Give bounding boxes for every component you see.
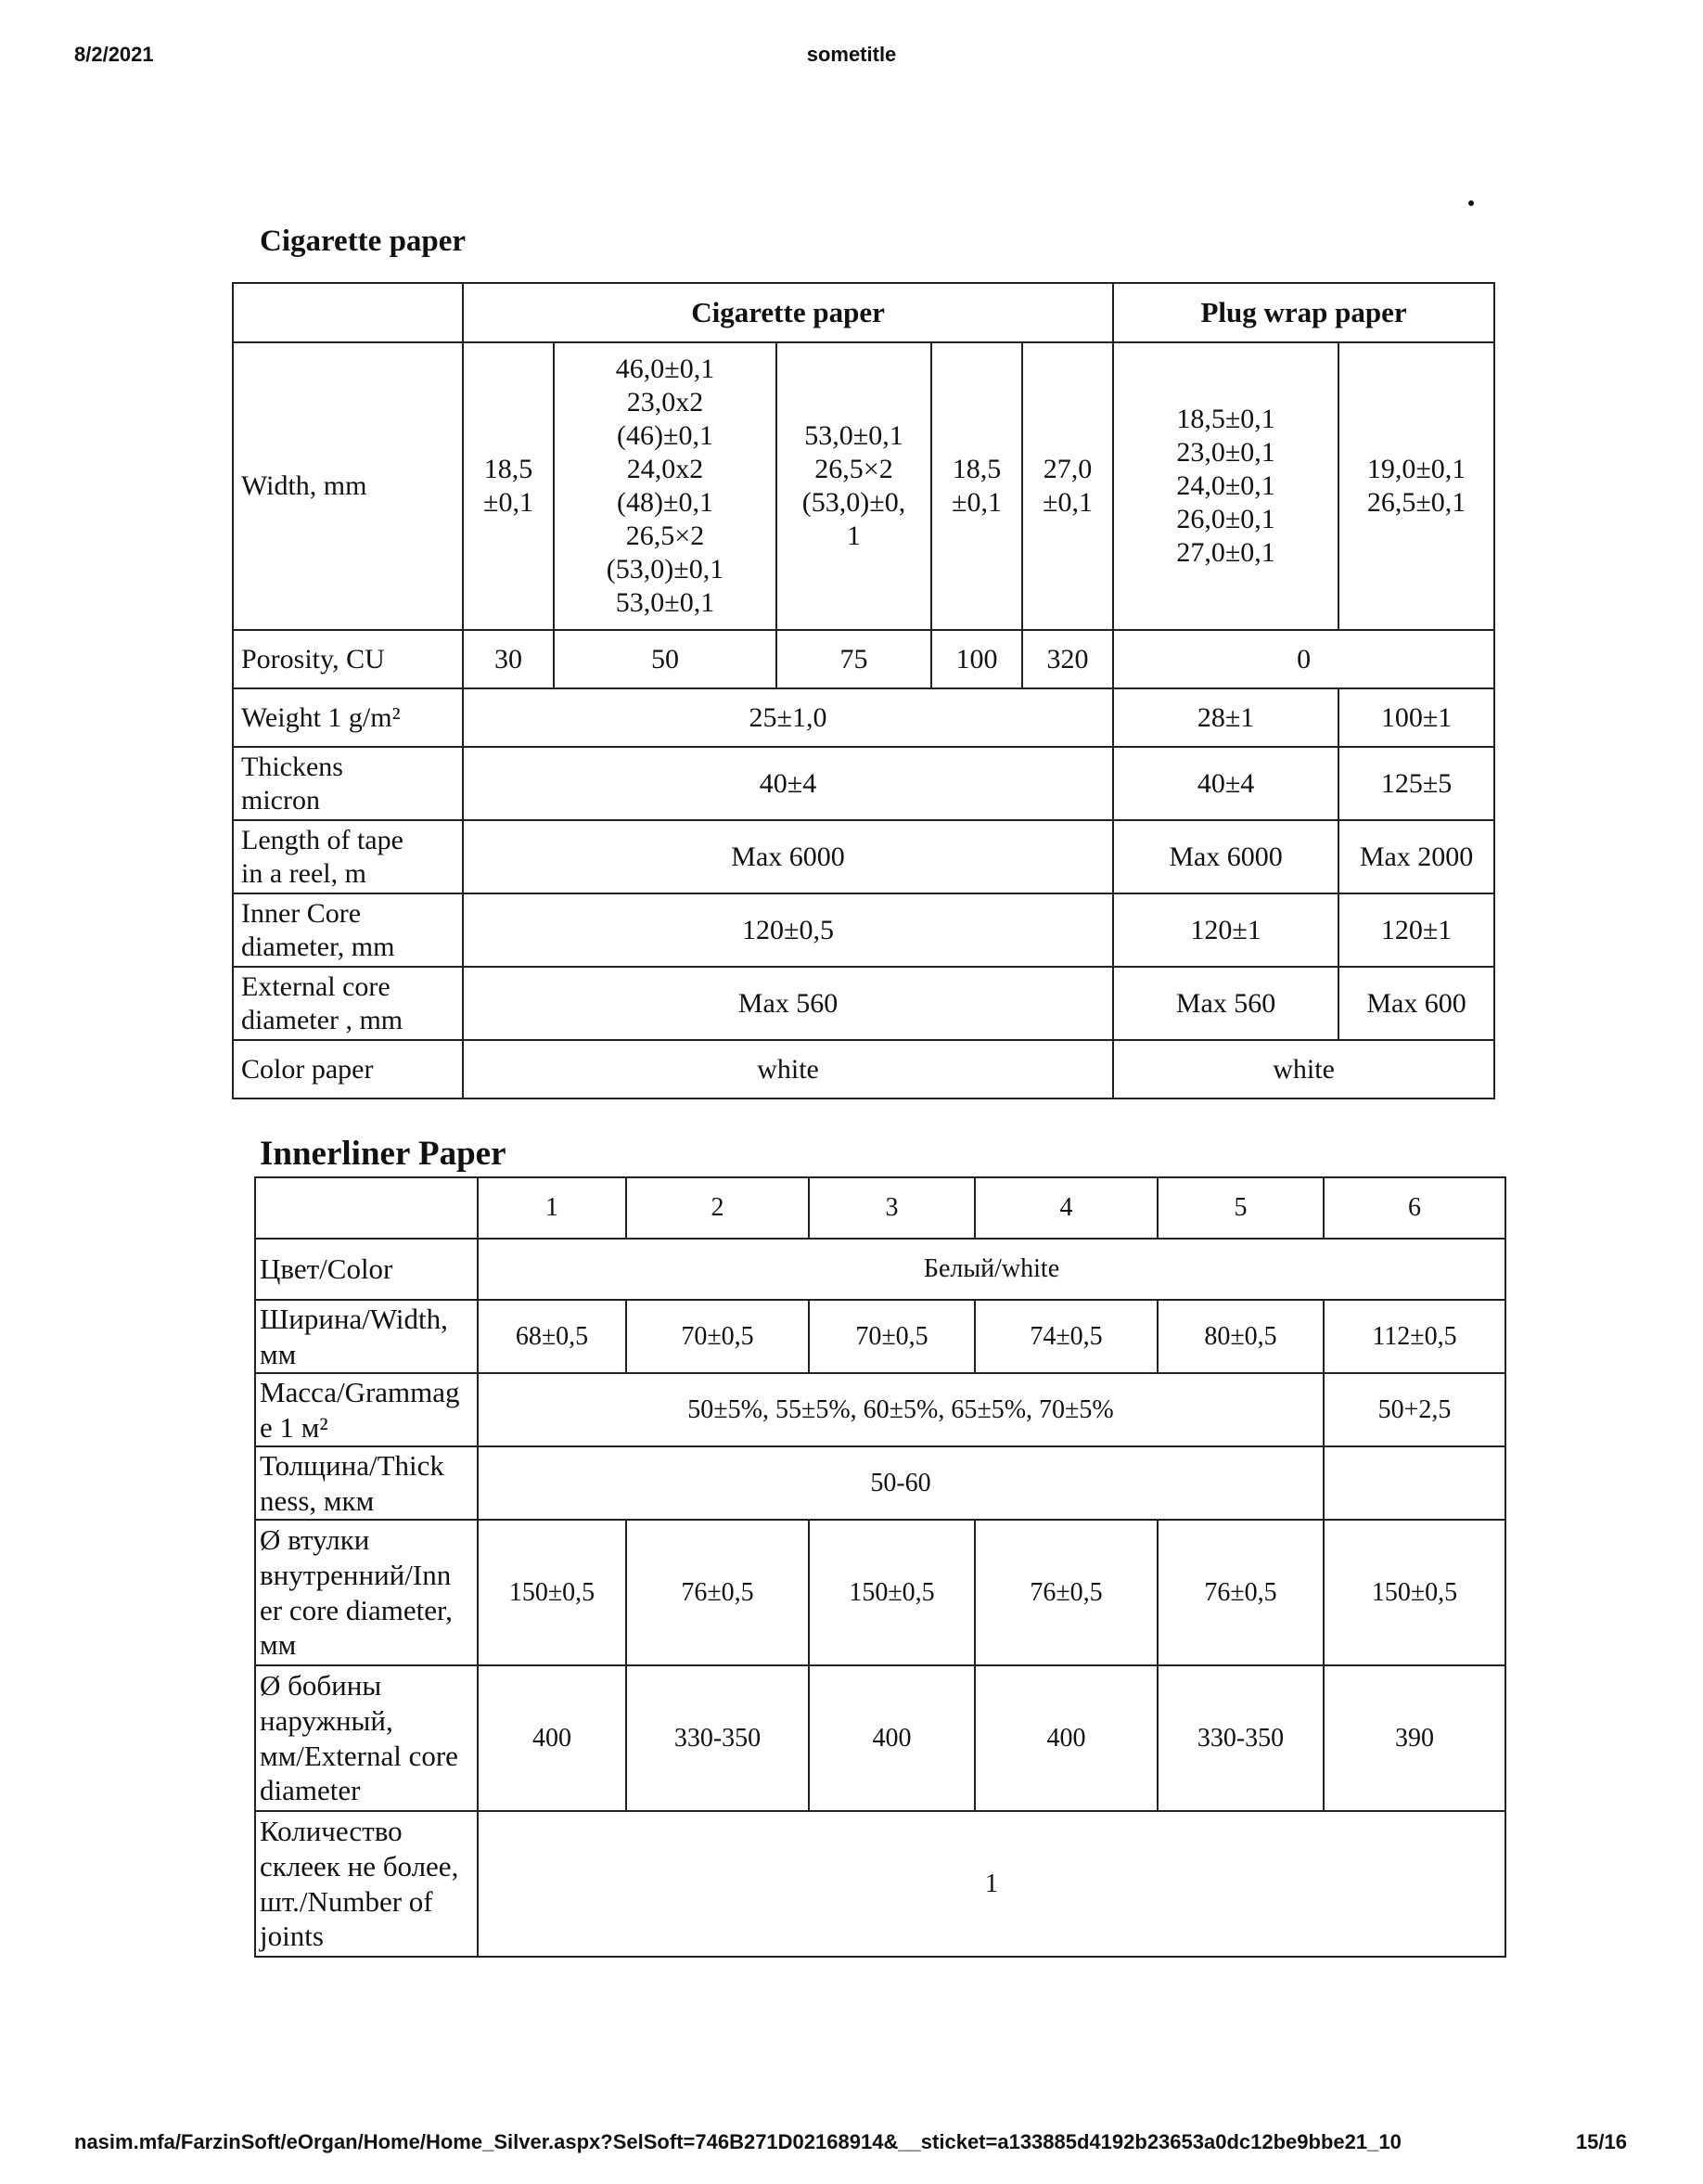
table-row — [233, 820, 1494, 893]
weight-cell: 100±1 — [1338, 688, 1494, 747]
innerliner-paper-table — [254, 1176, 1506, 1958]
porosity-cell: 0 — [1113, 630, 1494, 688]
inner-core-cell: 76±0,5 — [975, 1520, 1158, 1665]
row-label-thickness: Thickens micron — [233, 747, 463, 820]
color-cell: Белый/white — [478, 1239, 1505, 1300]
row-label-color: Цвет/Color — [255, 1239, 478, 1300]
table-row — [255, 1520, 1505, 1665]
inner-core-cell: 150±0,5 — [478, 1520, 626, 1665]
width-cell: 18,5±0,1 23,0±0,1 24,0±0,1 26,0±0,1 27,0±0,1 — [1113, 342, 1338, 630]
row-label-thickness: Толщина/Thick ness, мкм — [255, 1446, 478, 1520]
print-title: sometitle — [806, 43, 897, 66]
thickness-cell: 40±4 — [1113, 747, 1338, 820]
grammage-cell: 50+2,5 — [1324, 1373, 1505, 1446]
table-row — [233, 747, 1494, 820]
external-core-cell: 400 — [478, 1665, 626, 1811]
width-cell: 70±0,5 — [809, 1300, 975, 1373]
row-label-color: Color paper — [233, 1040, 463, 1098]
cigarette-paper-group-header: Cigarette paper — [463, 283, 1113, 342]
row-label-porosity: Porosity, CU — [233, 630, 463, 688]
table-row — [255, 1446, 1505, 1520]
color-cell: white — [463, 1040, 1113, 1098]
column-header: 3 — [809, 1177, 975, 1239]
thickness-cell: 125±5 — [1338, 747, 1494, 820]
plug-wrap-group-header: Plug wrap paper — [1113, 283, 1494, 342]
inner-core-cell: 150±0,5 — [809, 1520, 975, 1665]
row-label-length: Length of tape in a reel, m — [233, 820, 463, 893]
external-core-cell: 400 — [975, 1665, 1158, 1811]
width-cell: 46,0±0,1 23,0x2 (46)±0,1 24,0x2 (48)±0,1 26,5×2 (53,0)±0,1 53,0±0,1 — [554, 342, 776, 630]
row-label-external-core: External core diameter , mm — [233, 967, 463, 1040]
table-row — [255, 1811, 1505, 1957]
thickness-cell — [1324, 1446, 1505, 1520]
table-row — [233, 967, 1494, 1040]
table-row — [233, 688, 1494, 747]
table-row — [255, 1239, 1505, 1300]
color-cell: white — [1113, 1040, 1494, 1098]
cigarette-paper-heading: Cigarette paper — [260, 225, 467, 258]
corner-cell — [233, 283, 463, 342]
porosity-cell: 30 — [463, 630, 554, 688]
external-core-cell: 400 — [809, 1665, 975, 1811]
length-cell: Max 6000 — [1113, 820, 1338, 893]
table-row — [255, 1665, 1505, 1811]
porosity-cell: 320 — [1022, 630, 1113, 688]
row-label-external-core: Ø бобины наружный, мм/External core diameter — [255, 1665, 478, 1811]
cigarette-paper-table — [232, 282, 1495, 1099]
width-cell: 27,0 ±0,1 — [1022, 342, 1113, 630]
external-core-cell: Max 600 — [1338, 967, 1494, 1040]
inner-core-cell: 150±0,5 — [1324, 1520, 1505, 1665]
weight-cell: 25±1,0 — [463, 688, 1113, 747]
row-label-inner-core: Inner Core diameter, mm — [233, 893, 463, 967]
grammage-cell: 50±5%, 55±5%, 60±5%, 65±5%, 70±5% — [478, 1373, 1324, 1446]
row-label-grammage: Масса/Grammag e 1 м² — [255, 1373, 478, 1446]
table-row — [255, 1177, 1505, 1239]
row-label-width: Ширина/Width, мм — [255, 1300, 478, 1373]
width-cell: 53,0±0,1 26,5×2 (53,0)±0, 1 — [776, 342, 931, 630]
column-header: 2 — [626, 1177, 809, 1239]
column-header: 5 — [1158, 1177, 1324, 1239]
scan-speck — [1468, 200, 1474, 206]
width-cell: 18,5 ±0,1 — [463, 342, 554, 630]
corner-cell — [255, 1177, 478, 1239]
external-core-cell: 330-350 — [1158, 1665, 1324, 1811]
table-row — [233, 342, 1494, 630]
porosity-cell: 50 — [554, 630, 776, 688]
row-label-inner-core: Ø втулки внутренний/Inn er core diameter, мм — [255, 1520, 478, 1665]
table-row — [255, 1373, 1505, 1446]
weight-cell: 28±1 — [1113, 688, 1338, 747]
inner-core-cell: 120±1 — [1113, 893, 1338, 967]
table-row — [233, 283, 1494, 342]
width-cell: 70±0,5 — [626, 1300, 809, 1373]
column-header: 1 — [478, 1177, 626, 1239]
porosity-cell: 100 — [931, 630, 1022, 688]
width-cell: 112±0,5 — [1324, 1300, 1505, 1373]
row-label-width: Width, mm — [233, 342, 463, 630]
table-row — [233, 630, 1494, 688]
inner-core-cell: 120±0,5 — [463, 893, 1113, 967]
width-cell: 19,0±0,1 26,5±0,1 — [1338, 342, 1494, 630]
column-header: 4 — [975, 1177, 1158, 1239]
footer-url: nasim.mfa/FarzinSoft/eOrgan/Home/Home_Silver.aspx?SelSoft=746B271D02168914&__sticket=a133885d4192b23653a0dc12be9bbe21_10 — [74, 2130, 1402, 2153]
table-row — [233, 1040, 1494, 1098]
row-label-joints: Количество склеек не более, шт./Number of joints — [255, 1811, 478, 1957]
thickness-cell: 50-60 — [478, 1446, 1324, 1520]
width-cell: 80±0,5 — [1158, 1300, 1324, 1373]
page-number: 15/16 — [1575, 2130, 1627, 2153]
porosity-cell: 75 — [776, 630, 931, 688]
table-row — [233, 893, 1494, 967]
external-core-cell: 390 — [1324, 1665, 1505, 1811]
joints-cell: 1 — [478, 1811, 1505, 1957]
inner-core-cell: 120±1 — [1338, 893, 1494, 967]
thickness-cell: 40±4 — [463, 747, 1113, 820]
width-cell: 18,5 ±0,1 — [931, 342, 1022, 630]
external-core-cell: Max 560 — [463, 967, 1113, 1040]
innerliner-paper-heading: Innerliner Paper — [260, 1135, 506, 1173]
length-cell: Max 6000 — [463, 820, 1113, 893]
inner-core-cell: 76±0,5 — [626, 1520, 809, 1665]
width-cell: 68±0,5 — [478, 1300, 626, 1373]
column-header: 6 — [1324, 1177, 1505, 1239]
length-cell: Max 2000 — [1338, 820, 1494, 893]
external-core-cell: Max 560 — [1113, 967, 1338, 1040]
print-date: 8/2/2021 — [74, 43, 154, 66]
external-core-cell: 330-350 — [626, 1665, 809, 1811]
row-label-weight: Weight 1 g/m² — [233, 688, 463, 747]
width-cell: 74±0,5 — [975, 1300, 1158, 1373]
inner-core-cell: 76±0,5 — [1158, 1520, 1324, 1665]
table-row — [255, 1300, 1505, 1373]
